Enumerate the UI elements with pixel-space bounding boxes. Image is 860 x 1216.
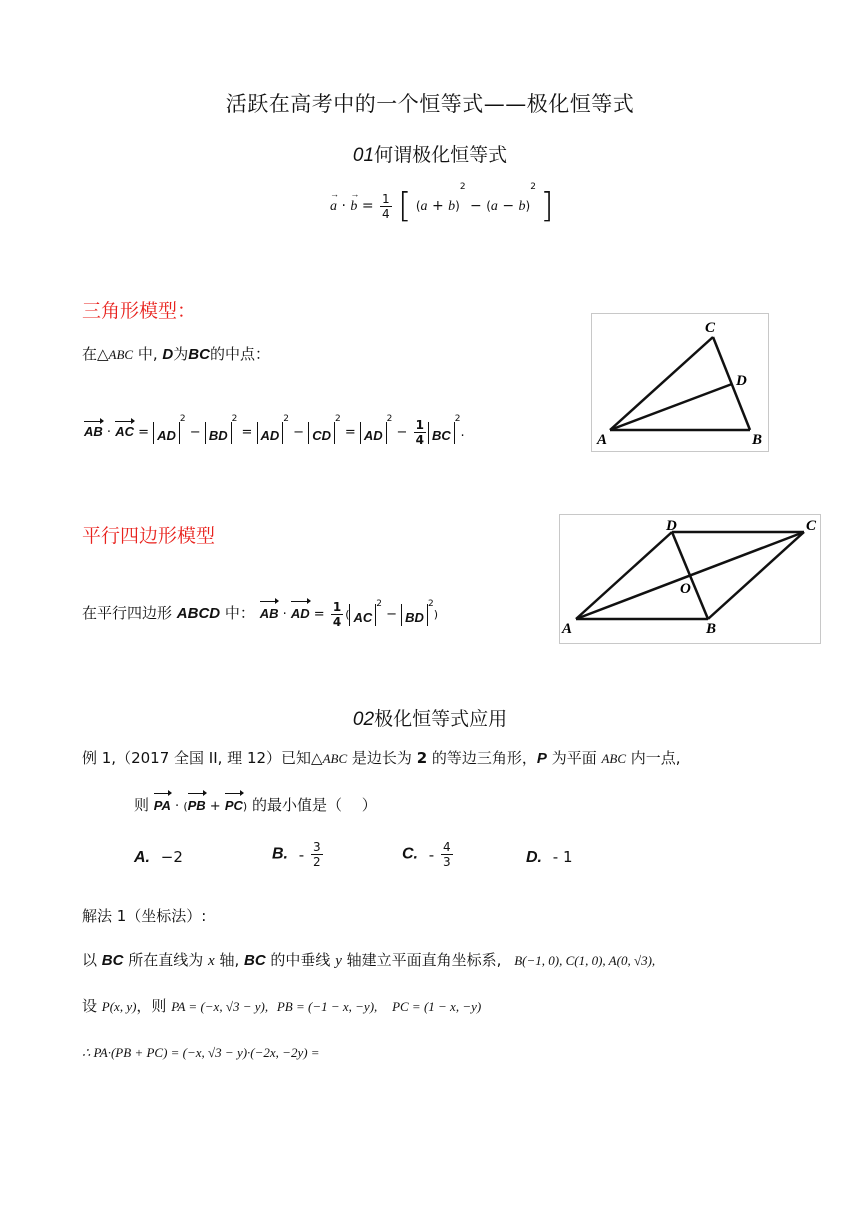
page-title: 活跃在高考中的一个恒等式——极化恒等式 xyxy=(225,92,635,116)
vertex-label-B: B xyxy=(706,621,717,637)
vertex-label-A: A xyxy=(562,621,573,637)
vertex-label-C: C xyxy=(705,320,716,336)
point-label-O: O xyxy=(680,581,691,597)
vertex-label-B: B xyxy=(752,432,763,448)
parallelogram-figure xyxy=(559,514,821,644)
section-number: 01 xyxy=(352,145,375,166)
vertex-label-C: C xyxy=(806,518,817,534)
section-heading-01 xyxy=(0,140,860,167)
section-heading-02 xyxy=(0,704,860,731)
option-B[interactable]: B. - $\frac{3}{2}$ xyxy=(272,840,321,869)
polarization-identity-formula: a → · b → = $\frac{1}{4}$ [ $(a + b)^2 - (a - b)^2$ ] xyxy=(330,182,554,226)
triangle-figure xyxy=(591,313,769,452)
solution-line1: 以 BC 所在直线为 x 轴, BC 的中垂线 y 轴建立平面直角坐标系, B(−1, 0), C(1, 0), A(0, √3), xyxy=(82,951,656,969)
solution-heading: 解法 1（坐标法）: xyxy=(82,907,207,925)
triangle-formula: AB · AC = $AD^2 - BD^2 = AD^2 - CD^2 = AD^2$ − $\frac{1}{4}$ $BC^2$. xyxy=(84,414,465,447)
option-A[interactable]: A. −2 xyxy=(134,848,183,866)
solution-line3: ∴ PA·(PB + PC) = (−x, √3 − y)·(−2x, −2y) = xyxy=(82,1045,320,1060)
parallelogram-model-heading: 平行四边形模型 xyxy=(82,525,216,547)
parallelogram-description: 在平行四边形 ABCD 中： AB · AD = $\frac{1}{4}$ ( $AC^2 - BD^2$) xyxy=(82,599,438,629)
example-problem-line2: 则 PA · (PB + PC) 的最小值是（ ） xyxy=(134,790,377,817)
section-label: 何谓极化恒等式 xyxy=(374,144,508,166)
section-number: 02 xyxy=(352,709,375,730)
triangle-model-heading: 三角形模型： xyxy=(82,300,197,322)
section-label: 极化恒等式应用 xyxy=(374,708,508,730)
triangle-description: 在△ABC 中, D为BC的中点： xyxy=(82,345,270,363)
vertex-label-A: A xyxy=(597,432,608,448)
point-label-D: D xyxy=(736,373,747,389)
option-C[interactable]: C. - $\frac{4}{3}$ xyxy=(402,840,451,869)
example-problem-line1: 例 1,（2017 全国 II, 理 12）已知△ABC 是边长为 2 的等边三角形，P 为平面 ABC 内一点, xyxy=(82,749,681,767)
solution-line2: 设 P(x, y)，则 PA = (−x, √3 − y), PB = (−1 − x, −y), PC = (1 − x, −y) xyxy=(82,997,482,1015)
option-D[interactable]: D. - 1 xyxy=(526,848,573,866)
vertex-label-D: D xyxy=(666,518,677,534)
